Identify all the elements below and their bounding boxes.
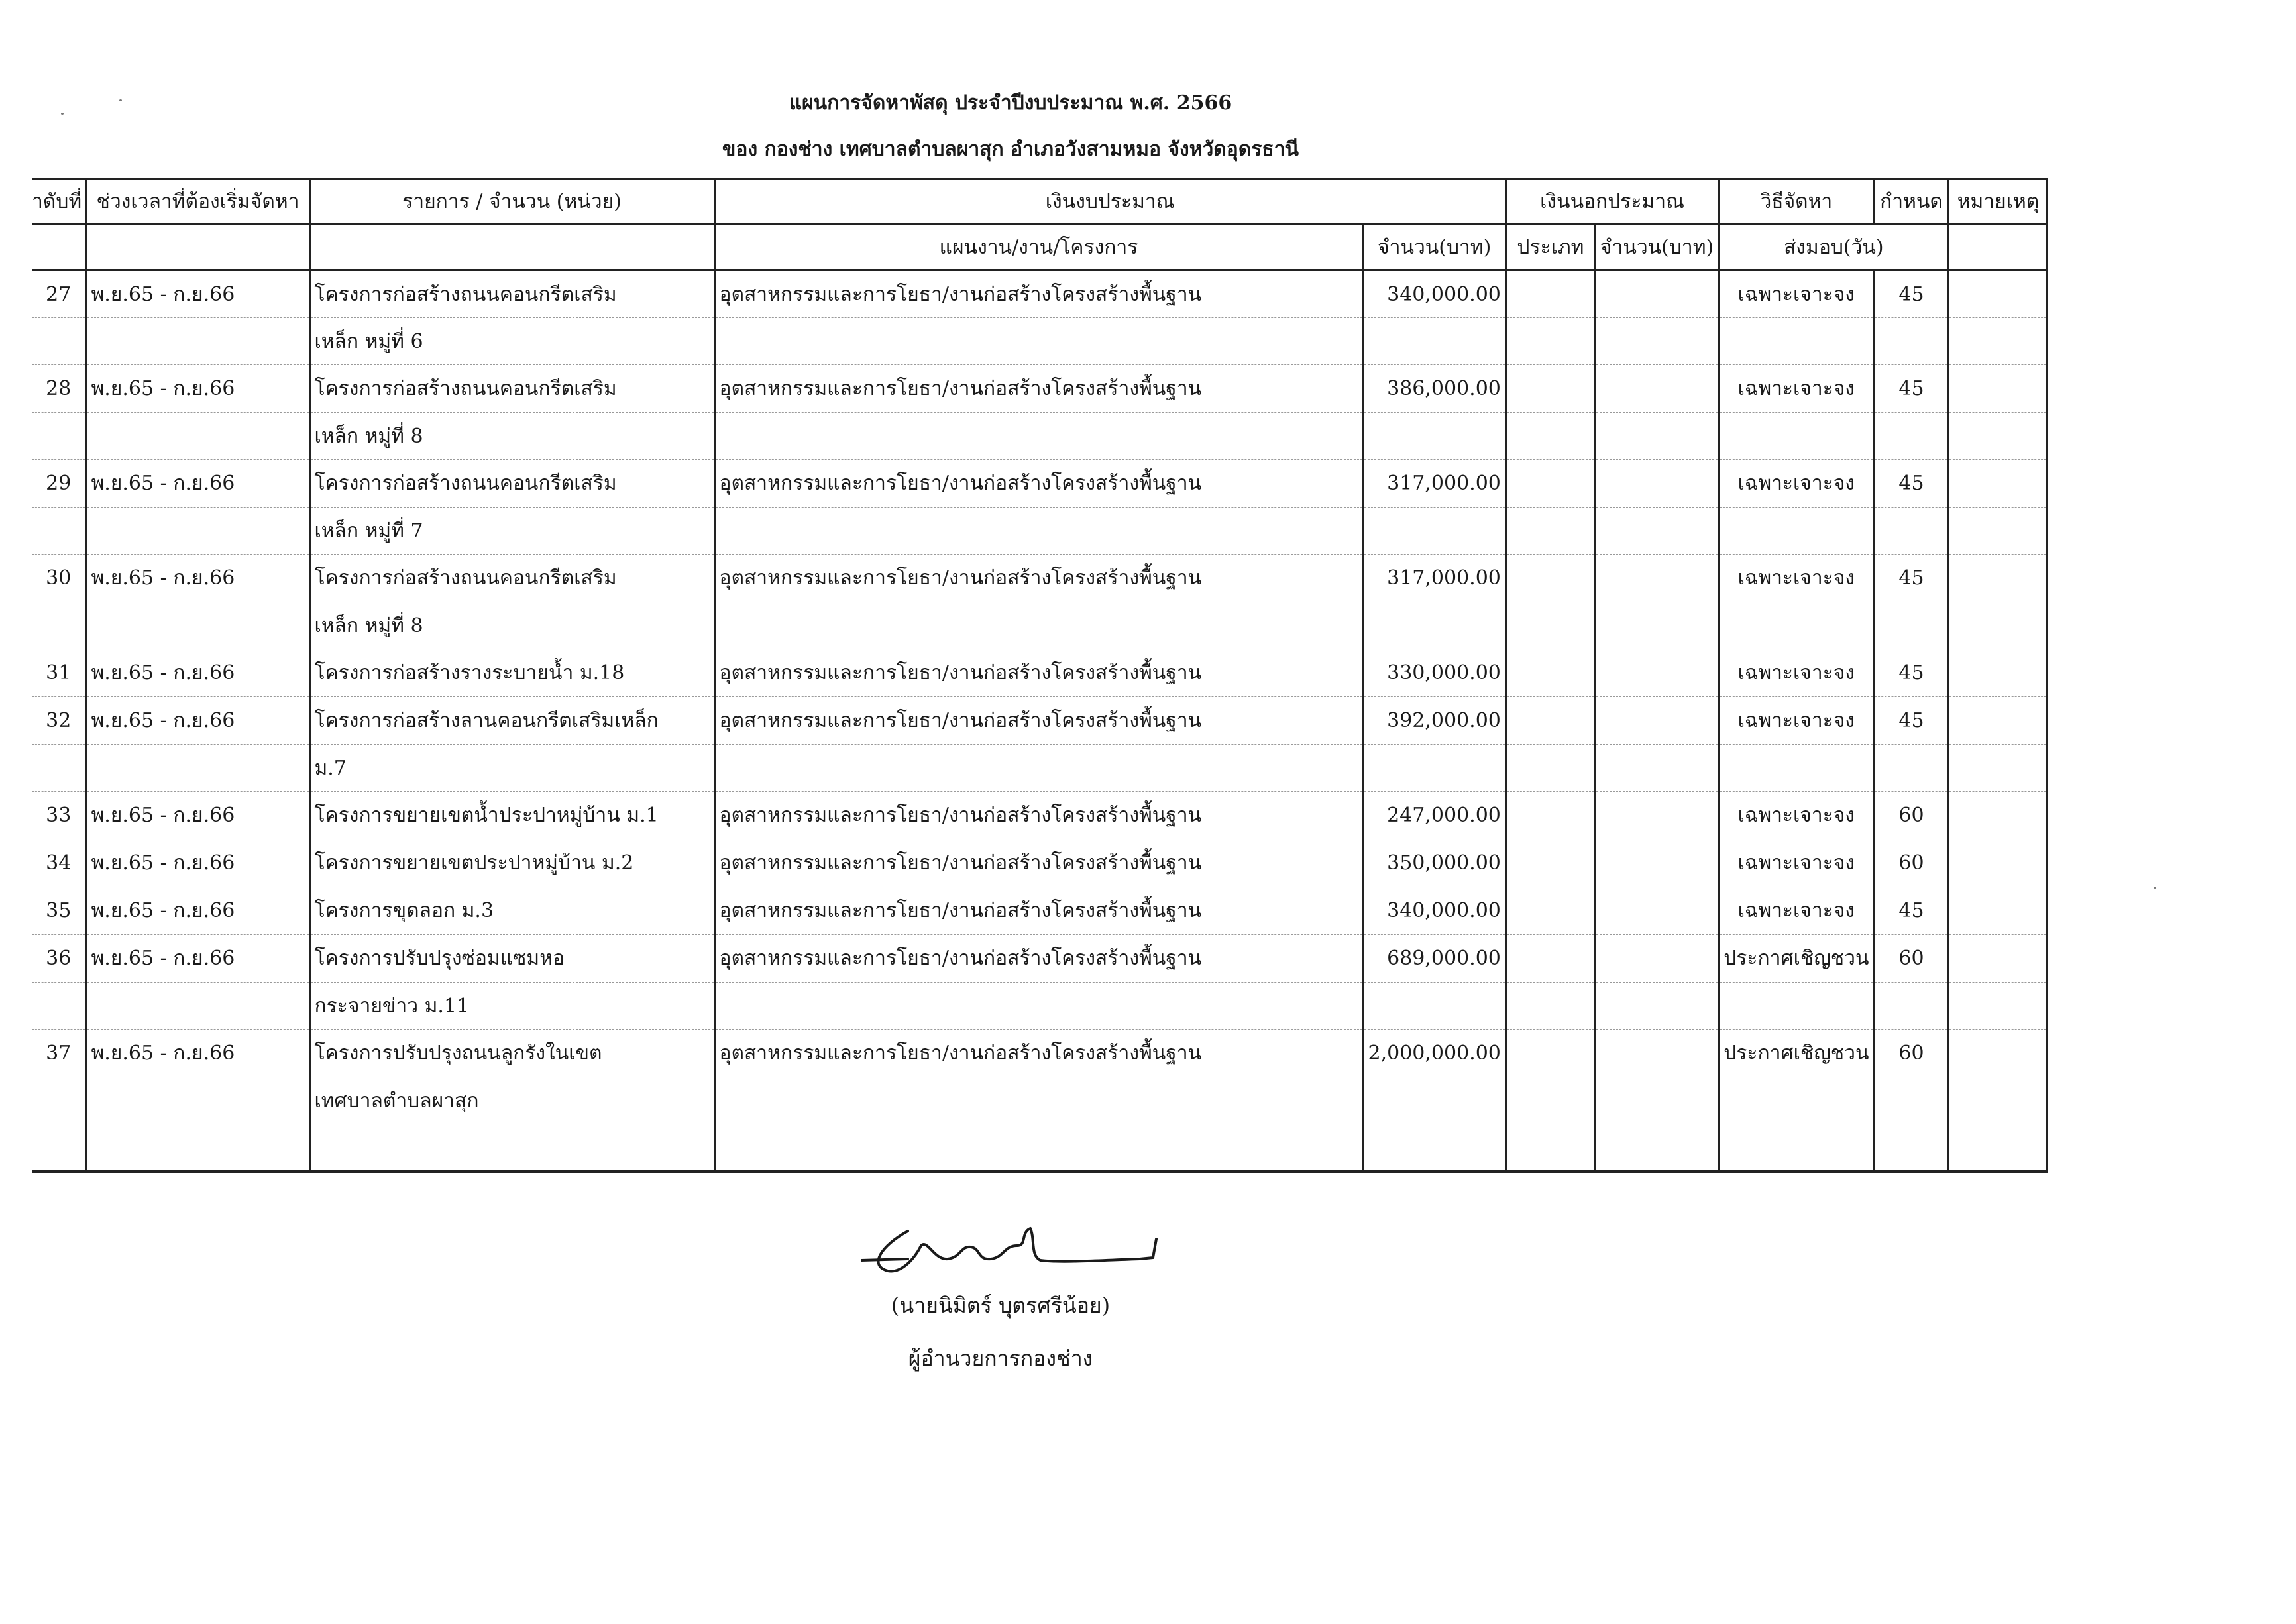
- cell-days: [1874, 1124, 1949, 1171]
- cell-item: โครงการขยายเขตน้ำประปาหมู่บ้าน ม.1: [309, 792, 714, 839]
- table-row: [32, 318, 2048, 365]
- cell-amount: 340,000.00: [1363, 270, 1505, 318]
- cell-remark: [1949, 365, 2048, 413]
- cell-period: พ.ย.65 - ก.ย.66: [86, 365, 309, 413]
- cell-item: โครงการขยายเขตประปาหมู่บ้าน ม.2: [309, 839, 714, 887]
- cell-period: [86, 745, 309, 792]
- cell-no: [32, 318, 86, 365]
- cell-period: พ.ย.65 - ก.ย.66: [86, 649, 309, 697]
- cell-plan: [714, 508, 1363, 555]
- cell-amount: 340,000.00: [1363, 887, 1505, 935]
- cell-days: 45: [1874, 365, 1949, 413]
- cell-method: [1719, 318, 1874, 365]
- cell-days: 45: [1874, 270, 1949, 318]
- cell-off-type: [1505, 839, 1595, 887]
- cell-days: 60: [1874, 1030, 1949, 1077]
- cell-method: เฉพาะเจาะจง: [1719, 887, 1874, 935]
- cell-method: เฉพาะเจาะจง: [1719, 697, 1874, 745]
- signature-image: [861, 1219, 1179, 1279]
- cell-plan: [714, 1077, 1363, 1124]
- cell-off-amount: [1595, 983, 1718, 1030]
- cell-item: [309, 1124, 714, 1171]
- table-row: [32, 983, 2048, 1030]
- cell-plan: [714, 1124, 1363, 1171]
- cell-no: 34: [32, 839, 86, 887]
- cell-method: ประกาศเชิญชวน: [1719, 1030, 1874, 1077]
- cell-method: เฉพาะเจาะจง: [1719, 649, 1874, 697]
- cell-method: เฉพาะเจาะจง: [1719, 555, 1874, 602]
- table-row: [32, 649, 2048, 697]
- cell-amount: 247,000.00: [1363, 792, 1505, 839]
- cell-plan: อุตสาหกรรมและการโยธา/งานก่อสร้างโครงสร้างพื้นฐาน: [714, 365, 1363, 413]
- header-period: ช่วงเวลาที่ต้องเริ่มจัดหา: [86, 179, 309, 225]
- cell-amount: 330,000.00: [1363, 649, 1505, 697]
- cell-off-type: [1505, 413, 1595, 460]
- cell-plan: อุตสาหกรรมและการโยธา/งานก่อสร้างโครงสร้างพื้นฐาน: [714, 1030, 1363, 1077]
- cell-item: เหล็ก หมู่ที่ 8: [309, 413, 714, 460]
- header-off-budget: เงินนอกประมาณ: [1505, 179, 1718, 225]
- cell-remark: [1949, 839, 2048, 887]
- cell-amount: [1363, 413, 1505, 460]
- cell-off-amount: [1595, 839, 1718, 887]
- cell-plan: อุตสาหกรรมและการโยธา/งานก่อสร้างโครงสร้างพื้นฐาน: [714, 887, 1363, 935]
- cell-off-type: [1505, 365, 1595, 413]
- cell-plan: อุตสาหกรรมและการโยธา/งานก่อสร้างโครงสร้างพื้นฐาน: [714, 792, 1363, 839]
- cell-days: [1874, 508, 1949, 555]
- scan-speck: [61, 113, 64, 115]
- cell-period: [86, 413, 309, 460]
- header-remark: หมายเหตุ: [1949, 179, 2048, 225]
- cell-item: โครงการปรับปรุงถนนลูกรังในเขต: [309, 1030, 714, 1077]
- cell-period: [86, 318, 309, 365]
- cell-no: [32, 602, 86, 649]
- cell-off-type: [1505, 649, 1595, 697]
- table-row: [32, 413, 2048, 460]
- cell-days: [1874, 413, 1949, 460]
- cell-item: เหล็ก หมู่ที่ 6: [309, 318, 714, 365]
- cell-method: [1719, 745, 1874, 792]
- cell-plan: อุตสาหกรรมและการโยธา/งานก่อสร้างโครงสร้างพื้นฐาน: [714, 555, 1363, 602]
- cell-plan: [714, 745, 1363, 792]
- table-row: [32, 745, 2048, 792]
- cell-remark: [1949, 887, 2048, 935]
- cell-period: พ.ย.65 - ก.ย.66: [86, 1030, 309, 1077]
- signer-position: ผู้อำนวยการกองช่าง: [908, 1346, 1093, 1371]
- cell-off-type: [1505, 1077, 1595, 1124]
- cell-period: พ.ย.65 - ก.ย.66: [86, 460, 309, 508]
- cell-amount: [1363, 1124, 1505, 1171]
- table-row: [32, 270, 2048, 318]
- cell-off-type: [1505, 318, 1595, 365]
- cell-off-amount: [1595, 745, 1718, 792]
- cell-off-type: [1505, 745, 1595, 792]
- cell-no: 33: [32, 792, 86, 839]
- cell-remark: [1949, 1030, 2048, 1077]
- cell-remark: [1949, 318, 2048, 365]
- cell-remark: [1949, 270, 2048, 318]
- cell-no: 37: [32, 1030, 86, 1077]
- cell-off-amount: [1595, 460, 1718, 508]
- cell-amount: [1363, 318, 1505, 365]
- cell-off-amount: [1595, 270, 1718, 318]
- cell-no: 36: [32, 935, 86, 983]
- cell-days: [1874, 318, 1949, 365]
- scan-speck: [119, 99, 122, 101]
- cell-remark: [1949, 649, 2048, 697]
- cell-item: โครงการก่อสร้างถนนคอนกรีตเสริม: [309, 555, 714, 602]
- cell-days: 45: [1874, 697, 1949, 745]
- cell-plan: [714, 413, 1363, 460]
- cell-amount: [1363, 983, 1505, 1030]
- cell-off-type: [1505, 935, 1595, 983]
- cell-plan: อุตสาหกรรมและการโยธา/งานก่อสร้างโครงสร้างพื้นฐาน: [714, 270, 1363, 318]
- table-row: [32, 697, 2048, 745]
- cell-no: [32, 983, 86, 1030]
- cell-off-amount: [1595, 413, 1718, 460]
- header-delivery: ส่งมอบ(วัน): [1719, 225, 1949, 270]
- cell-amount: 350,000.00: [1363, 839, 1505, 887]
- cell-off-type: [1505, 602, 1595, 649]
- cell-amount: [1363, 602, 1505, 649]
- header-item: รายการ / จำนวน (หน่วย): [309, 179, 714, 225]
- cell-no: 27: [32, 270, 86, 318]
- cell-amount: 689,000.00: [1363, 935, 1505, 983]
- cell-no: 28: [32, 365, 86, 413]
- cell-period: พ.ย.65 - ก.ย.66: [86, 935, 309, 983]
- cell-off-amount: [1595, 1124, 1718, 1171]
- table-row: [32, 508, 2048, 555]
- cell-method: [1719, 508, 1874, 555]
- cell-method: [1719, 983, 1874, 1030]
- procurement-plan-table: [32, 178, 2048, 1173]
- cell-off-type: [1505, 792, 1595, 839]
- cell-no: [32, 1077, 86, 1124]
- cell-method: เฉพาะเจาะจง: [1719, 839, 1874, 887]
- cell-off-amount: [1595, 602, 1718, 649]
- cell-days: 45: [1874, 460, 1949, 508]
- cell-no: [32, 413, 86, 460]
- cell-days: 45: [1874, 649, 1949, 697]
- cell-period: พ.ย.65 - ก.ย.66: [86, 887, 309, 935]
- table-row: [32, 1030, 2048, 1077]
- document-title: แผนการจัดหาพัสดุ ประจำปีงบประมาณ พ.ศ. 2566: [789, 91, 1232, 115]
- table-row: [32, 792, 2048, 839]
- cell-remark: [1949, 508, 2048, 555]
- cell-off-type: [1505, 508, 1595, 555]
- cell-period: พ.ย.65 - ก.ย.66: [86, 792, 309, 839]
- table-row: [32, 602, 2048, 649]
- cell-remark: [1949, 792, 2048, 839]
- table-row: [32, 839, 2048, 887]
- header-amount: จำนวน(บาท): [1363, 225, 1505, 270]
- cell-off-type: [1505, 555, 1595, 602]
- cell-method: เฉพาะเจาะจง: [1719, 792, 1874, 839]
- table-row: [32, 555, 2048, 602]
- cell-no: 35: [32, 887, 86, 935]
- cell-method: [1719, 602, 1874, 649]
- cell-item: โครงการก่อสร้างถนนคอนกรีตเสริม: [309, 460, 714, 508]
- table-row: [32, 887, 2048, 935]
- cell-days: 45: [1874, 887, 1949, 935]
- cell-off-amount: [1595, 365, 1718, 413]
- cell-off-amount: [1595, 508, 1718, 555]
- cell-item: เหล็ก หมู่ที่ 8: [309, 602, 714, 649]
- header-deadline: กำหนด: [1874, 179, 1949, 225]
- cell-days: [1874, 1077, 1949, 1124]
- cell-remark: [1949, 1077, 2048, 1124]
- cell-plan: อุตสาหกรรมและการโยธา/งานก่อสร้างโครงสร้างพื้นฐาน: [714, 649, 1363, 697]
- table-row: [32, 365, 2048, 413]
- cell-period: พ.ย.65 - ก.ย.66: [86, 839, 309, 887]
- cell-plan: อุตสาหกรรมและการโยธา/งานก่อสร้างโครงสร้างพื้นฐาน: [714, 935, 1363, 983]
- cell-no: 29: [32, 460, 86, 508]
- cell-plan: [714, 318, 1363, 365]
- cell-no: 32: [32, 697, 86, 745]
- cell-days: [1874, 983, 1949, 1030]
- cell-period: พ.ย.65 - ก.ย.66: [86, 555, 309, 602]
- cell-method: ประกาศเชิญชวน: [1719, 935, 1874, 983]
- scan-speck: [2154, 887, 2156, 889]
- signer-name: (นายนิมิตร์ บุตรศรีน้อย): [891, 1293, 1111, 1318]
- cell-item: โครงการก่อสร้างลานคอนกรีตเสริมเหล็ก: [309, 697, 714, 745]
- cell-plan: อุตสาหกรรมและการโยธา/งานก่อสร้างโครงสร้างพื้นฐาน: [714, 697, 1363, 745]
- cell-off-amount: [1595, 1077, 1718, 1124]
- cell-no: [32, 745, 86, 792]
- header-plan: แผนงาน/งาน/โครงการ: [714, 225, 1363, 270]
- cell-no: [32, 508, 86, 555]
- cell-method: เฉพาะเจาะจง: [1719, 365, 1874, 413]
- cell-remark: [1949, 413, 2048, 460]
- cell-off-type: [1505, 270, 1595, 318]
- cell-period: พ.ย.65 - ก.ย.66: [86, 270, 309, 318]
- table-row: [32, 460, 2048, 508]
- cell-amount: 317,000.00: [1363, 460, 1505, 508]
- cell-off-amount: [1595, 697, 1718, 745]
- cell-remark: [1949, 1124, 2048, 1171]
- cell-off-amount: [1595, 1030, 1718, 1077]
- cell-period: [86, 508, 309, 555]
- cell-item: เทศบาลตำบลผาสุก: [309, 1077, 714, 1124]
- cell-item: โครงการก่อสร้างรางระบายน้ำ ม.18: [309, 649, 714, 697]
- cell-off-amount: [1595, 792, 1718, 839]
- table-row: [32, 1124, 2048, 1171]
- cell-item: โครงการก่อสร้างถนนคอนกรีตเสริม: [309, 270, 714, 318]
- cell-days: [1874, 745, 1949, 792]
- cell-method: เฉพาะเจาะจง: [1719, 460, 1874, 508]
- document-subtitle: ของ กองช่าง เทศบาลตำบลผาสุก อำเภอวังสามหมอ จังหวัดอุดรธานี: [722, 138, 1299, 161]
- cell-amount: [1363, 508, 1505, 555]
- cell-remark: [1949, 935, 2048, 983]
- cell-days: 60: [1874, 935, 1949, 983]
- cell-method: เฉพาะเจาะจง: [1719, 270, 1874, 318]
- cell-item: โครงการขุดลอก ม.3: [309, 887, 714, 935]
- cell-item: โครงการก่อสร้างถนนคอนกรีตเสริม: [309, 365, 714, 413]
- cell-days: 60: [1874, 792, 1949, 839]
- cell-item: ม.7: [309, 745, 714, 792]
- cell-off-amount: [1595, 649, 1718, 697]
- cell-plan: อุตสาหกรรมและการโยธา/งานก่อสร้างโครงสร้างพื้นฐาน: [714, 460, 1363, 508]
- cell-off-type: [1505, 887, 1595, 935]
- cell-days: [1874, 602, 1949, 649]
- cell-off-amount: [1595, 887, 1718, 935]
- cell-item: เหล็ก หมู่ที่ 7: [309, 508, 714, 555]
- header-budget: เงินงบประมาณ: [714, 179, 1505, 225]
- cell-off-type: [1505, 1030, 1595, 1077]
- cell-period: [86, 983, 309, 1030]
- cell-days: 45: [1874, 555, 1949, 602]
- cell-period: [86, 602, 309, 649]
- cell-item: กระจายข่าว ม.11: [309, 983, 714, 1030]
- cell-plan: [714, 602, 1363, 649]
- header-no: าดับที่: [32, 179, 86, 225]
- cell-remark: [1949, 460, 2048, 508]
- cell-method: [1719, 1124, 1874, 1171]
- cell-amount: 392,000.00: [1363, 697, 1505, 745]
- cell-no: [32, 1124, 86, 1171]
- cell-off-amount: [1595, 318, 1718, 365]
- cell-off-amount: [1595, 935, 1718, 983]
- cell-off-amount: [1595, 555, 1718, 602]
- cell-amount: [1363, 745, 1505, 792]
- cell-amount: [1363, 1077, 1505, 1124]
- cell-item: โครงการปรับปรุงซ่อมแซมหอ: [309, 935, 714, 983]
- cell-days: 60: [1874, 839, 1949, 887]
- cell-period: พ.ย.65 - ก.ย.66: [86, 697, 309, 745]
- cell-off-type: [1505, 1124, 1595, 1171]
- table-row: [32, 1077, 2048, 1124]
- header-off-type: ประเภท: [1505, 225, 1595, 270]
- cell-remark: [1949, 983, 2048, 1030]
- table-row: [32, 935, 2048, 983]
- cell-plan: อุตสาหกรรมและการโยธา/งานก่อสร้างโครงสร้างพื้นฐาน: [714, 839, 1363, 887]
- cell-period: [86, 1124, 309, 1171]
- cell-remark: [1949, 555, 2048, 602]
- cell-remark: [1949, 745, 2048, 792]
- cell-off-type: [1505, 460, 1595, 508]
- cell-method: [1719, 413, 1874, 460]
- cell-method: [1719, 1077, 1874, 1124]
- cell-period: [86, 1077, 309, 1124]
- cell-remark: [1949, 697, 2048, 745]
- header-method: วิธีจัดหา: [1719, 179, 1874, 225]
- header-off-amount: จำนวน(บาท): [1595, 225, 1718, 270]
- cell-amount: 317,000.00: [1363, 555, 1505, 602]
- cell-amount: 386,000.00: [1363, 365, 1505, 413]
- cell-plan: [714, 983, 1363, 1030]
- cell-no: 30: [32, 555, 86, 602]
- cell-remark: [1949, 602, 2048, 649]
- cell-off-type: [1505, 983, 1595, 1030]
- cell-amount: 2,000,000.00: [1363, 1030, 1505, 1077]
- cell-off-type: [1505, 697, 1595, 745]
- cell-no: 31: [32, 649, 86, 697]
